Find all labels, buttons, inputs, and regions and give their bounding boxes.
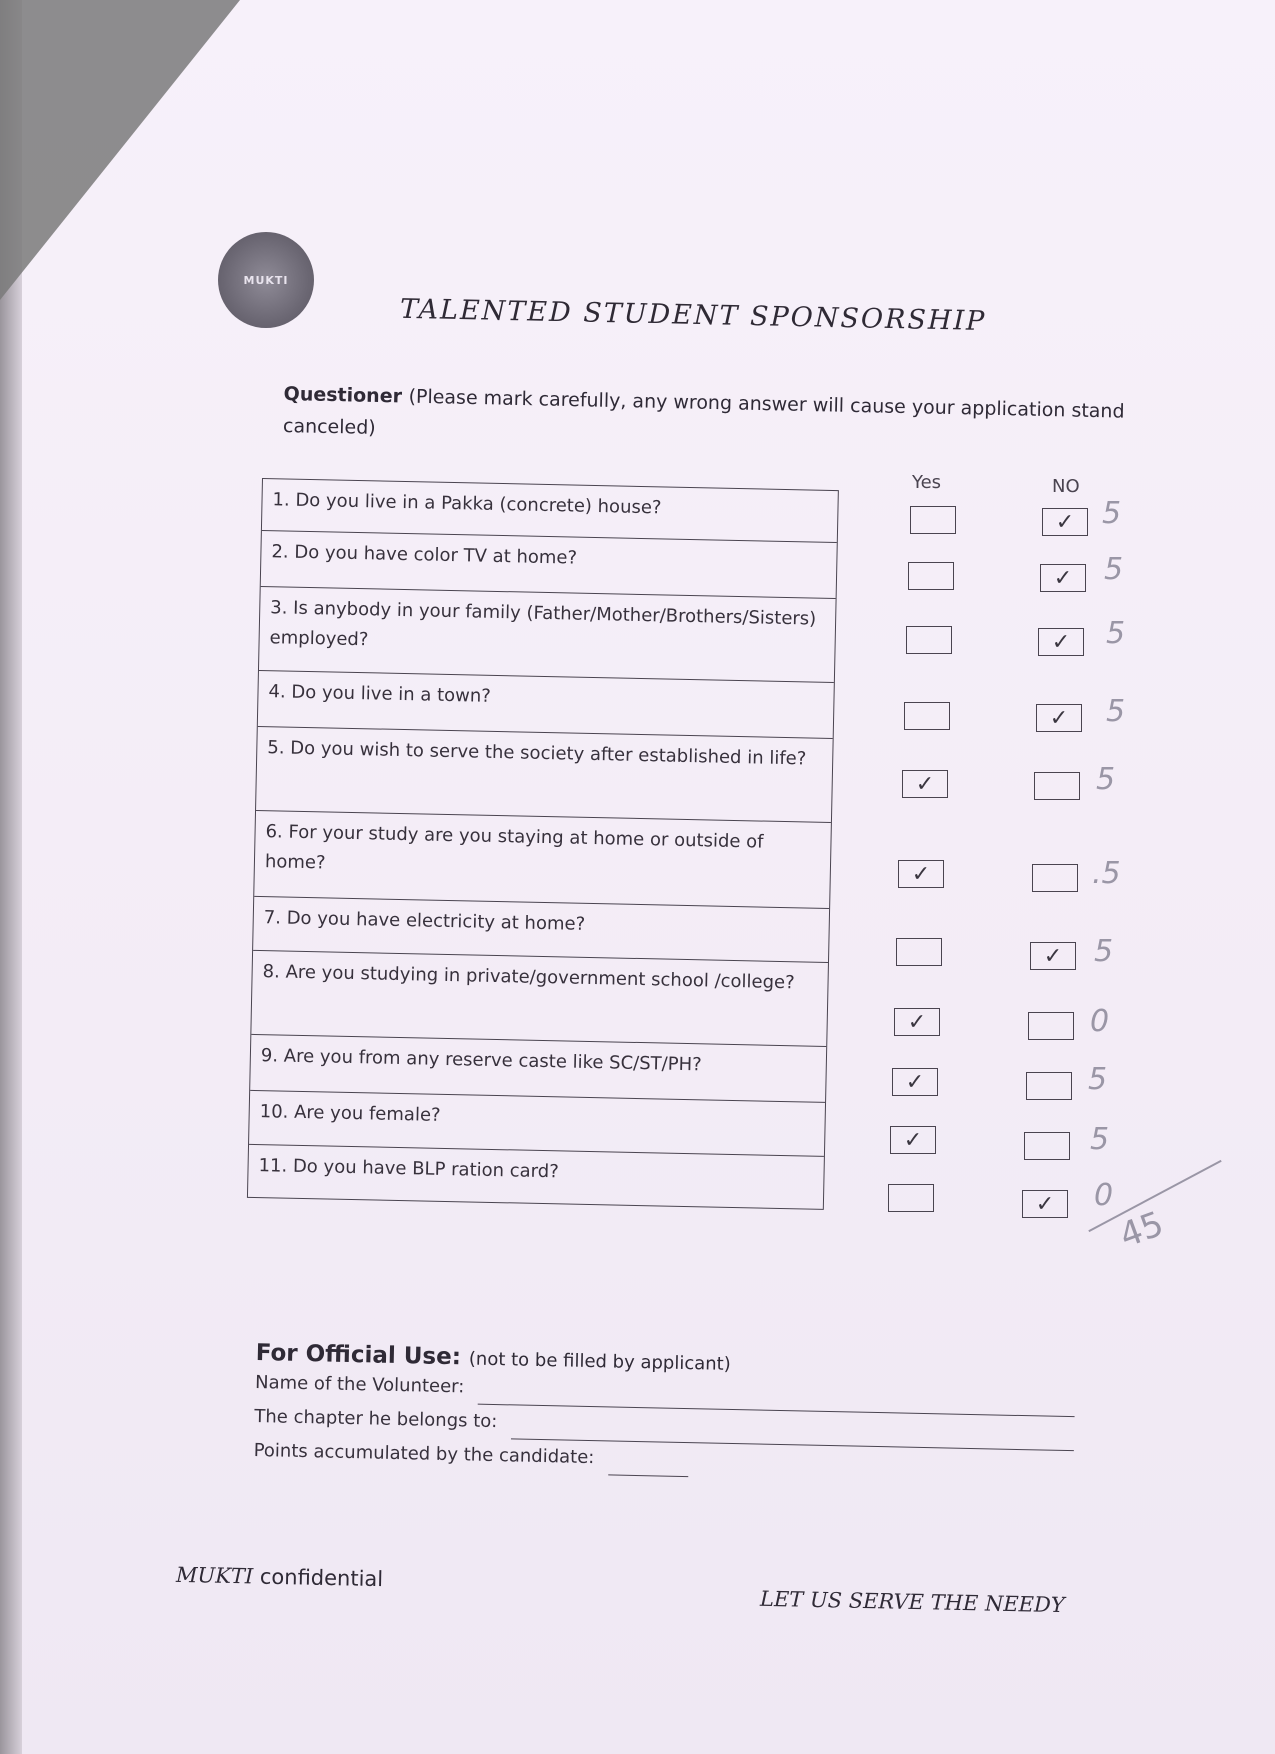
check-mark-icon: ✓ (1053, 565, 1073, 591)
q2-yes-checkbox[interactable] (908, 562, 954, 590)
check-mark-icon: ✓ (1035, 1191, 1055, 1217)
question-text: 10. Are you female? (259, 1101, 441, 1126)
instructions-bold: Questioner (283, 382, 403, 408)
no-column-header: NO (1052, 476, 1080, 497)
folded-corner (0, 0, 240, 300)
question-text: 8. Are you studying in private/government school /college? (262, 961, 795, 994)
check-mark-icon: ✓ (1055, 509, 1075, 535)
check-mark-icon: ✓ (907, 1009, 927, 1035)
q5-yes-checkbox[interactable] (902, 770, 948, 798)
question-text: 7. Do you have electricity at home? (263, 907, 586, 935)
check-mark-icon: ✓ (911, 861, 931, 887)
q8-yes-checkbox[interactable] (894, 1008, 940, 1036)
instructions (283, 378, 1134, 460)
q8-points: 0 (1090, 1004, 1110, 1039)
q2-points: 5 (1104, 552, 1124, 587)
check-mark-icon: ✓ (1051, 629, 1071, 655)
q7-points: 5 (1094, 934, 1114, 969)
check-mark-icon: ✓ (1049, 705, 1069, 731)
question-text: 2. Do you have color TV at home? (271, 541, 578, 569)
q7-no-checkbox[interactable] (1030, 942, 1076, 970)
footer-motto: LET US SERVE THE NEEDY (759, 1586, 1065, 1618)
question-row (259, 587, 836, 683)
q11-points: 0 (1094, 1178, 1114, 1213)
question-row (256, 727, 833, 823)
q7-yes-checkbox[interactable] (896, 938, 942, 966)
q5-no-checkbox[interactable] (1034, 772, 1080, 800)
official-use-section (253, 1340, 1076, 1485)
official-subheading: (not to be filled by applicant) (468, 1348, 731, 1375)
document-title: TALENTED STUDENT SPONSORSHIP (399, 293, 987, 337)
q9-points: 5 (1088, 1062, 1108, 1097)
q4-no-checkbox[interactable] (1036, 704, 1082, 732)
question-row (248, 1145, 824, 1209)
footer-confidential: confidential (259, 1564, 384, 1592)
check-mark-icon: ✓ (903, 1127, 923, 1153)
check-mark-icon: ✓ (915, 771, 935, 797)
q5-points: 5 (1096, 762, 1116, 797)
question-text: 4. Do you live in a town? (268, 681, 492, 707)
instructions-text: (Please mark carefully, any wrong answer will cause your application stand canceled) (282, 385, 1125, 439)
q3-yes-checkbox[interactable] (906, 626, 952, 654)
q9-yes-checkbox[interactable] (892, 1068, 938, 1096)
q6-points: .5 (1092, 856, 1121, 891)
question-text: 3. Is anybody in your family (Father/Mother/Brothers/Sisters) employed? (269, 597, 817, 651)
mukti-logo (218, 232, 314, 328)
check-mark-icon: ✓ (905, 1069, 925, 1095)
yes-column-header: Yes (912, 472, 942, 493)
logo-label: MUKTI (243, 273, 289, 287)
footer-brand: MUKTI (175, 1562, 254, 1589)
q6-no-checkbox[interactable] (1032, 864, 1078, 892)
question-text: 11. Do you have BLP ration card? (258, 1155, 559, 1183)
question-row (254, 811, 831, 909)
official-heading-text: For Official Use: (255, 1340, 462, 1371)
points-line[interactable] (608, 1454, 688, 1477)
check-mark-icon: ✓ (1043, 943, 1063, 969)
q4-yes-checkbox[interactable] (904, 702, 950, 730)
points-label: Points accumulated by the candidate: (253, 1439, 595, 1469)
total-points: 45 (1114, 1203, 1169, 1257)
q3-no-checkbox[interactable] (1038, 628, 1084, 656)
footer-left (176, 1563, 384, 1591)
q6-yes-checkbox[interactable] (898, 860, 944, 888)
q1-yes-checkbox[interactable] (910, 506, 956, 534)
q1-no-checkbox[interactable] (1042, 508, 1088, 536)
question-text: 9. Are you from any reserve caste like SC/ST/PH? (260, 1045, 702, 1076)
question-text: 1. Do you live in a Pakka (concrete) house? (272, 489, 662, 519)
q8-no-checkbox[interactable] (1028, 1012, 1074, 1040)
q11-yes-checkbox[interactable] (888, 1184, 934, 1212)
questions-table (247, 478, 839, 1210)
q3-points: 5 (1106, 616, 1126, 651)
q10-no-checkbox[interactable] (1024, 1132, 1070, 1160)
volunteer-label: Name of the Volunteer: (254, 1371, 465, 1398)
q10-points: 5 (1090, 1122, 1110, 1157)
q11-no-checkbox[interactable] (1022, 1190, 1068, 1218)
question-text: 5. Do you wish to serve the society after established in life? (267, 737, 807, 770)
q2-no-checkbox[interactable] (1040, 564, 1086, 592)
q9-no-checkbox[interactable] (1026, 1072, 1072, 1100)
q1-points: 5 (1102, 496, 1122, 531)
question-text: 6. For your study are you staying at home or outside of home? (264, 821, 764, 874)
question-row (251, 951, 828, 1047)
q10-yes-checkbox[interactable] (890, 1126, 936, 1154)
q4-points: 5 (1106, 694, 1126, 729)
chapter-label: The chapter he belongs to: (254, 1405, 498, 1433)
